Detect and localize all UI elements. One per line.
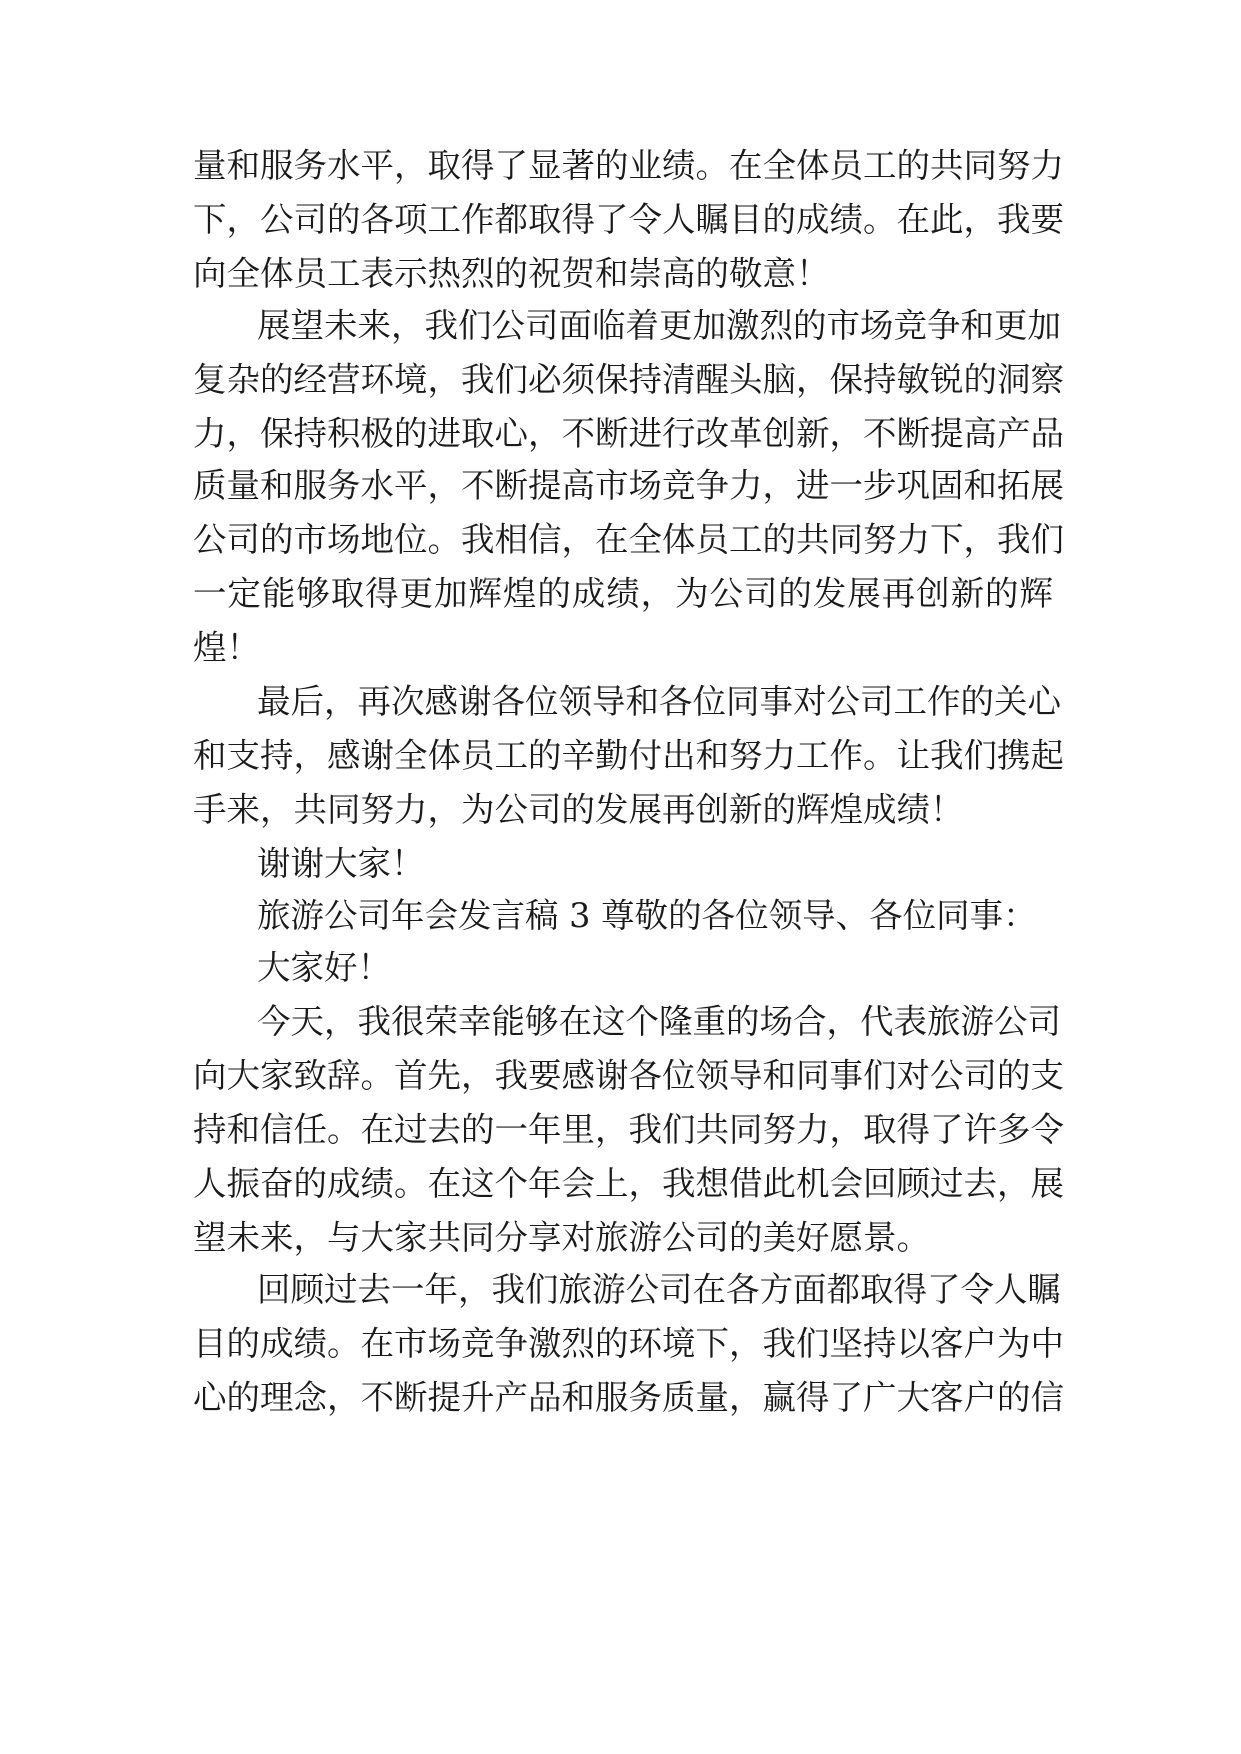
text-line: 公司的市场地位。我相信，在全体员工的共同努力下，我们 bbox=[193, 520, 1064, 559]
text-line: 力，保持积极的进取心，不断进行改革创新，不断提高产品 bbox=[193, 414, 1064, 453]
paragraph-first-line: 展望未来，我们公司面临着更加激烈的市场竞争和更加 bbox=[257, 306, 1061, 345]
text-line: 和支持，感谢全体员工的辛勤付出和努力工作。让我们携起 bbox=[193, 736, 1064, 775]
text-line: 人振奋的成绩。在这个年会上，我想借此机会回顾过去，展 bbox=[193, 1164, 1064, 1203]
text-line: 向全体员工表示热烈的祝贺和崇高的敬意！ bbox=[193, 254, 830, 293]
text-line: 复杂的经营环境，我们必须保持清醒头脑，保持敏锐的洞察 bbox=[193, 360, 1064, 399]
text-line: 心的理念，不断提升产品和服务质量，赢得了广大客户的信 bbox=[193, 1378, 1064, 1417]
text-line: 一定能够取得更加辉煌的成绩，为公司的发展再创新的辉 bbox=[193, 574, 1053, 613]
text-line: 质量和服务水平，不断提高市场竞争力，进一步巩固和拓展 bbox=[193, 466, 1064, 505]
paragraph-first-line: 旅游公司年会发言稿 3 尊敬的各位领导、各位同事： bbox=[257, 896, 1037, 935]
text-line: 手来，共同努力，为公司的发展再创新的辉煌成绩！ bbox=[193, 790, 964, 829]
paragraph-first-line: 谢谢大家！ bbox=[257, 844, 425, 883]
paragraph-first-line: 回顾过去一年，我们旅游公司在各方面都取得了令人瞩 bbox=[257, 1270, 1061, 1309]
text-line: 目的成绩。在市场竞争激烈的环境下，我们坚持以客户为中 bbox=[193, 1324, 1064, 1363]
text-line: 向大家致辞。首先，我要感谢各位领导和同事们对公司的支 bbox=[193, 1056, 1064, 1095]
text-line: 望未来，与大家共同分享对旅游公司的美好愿景。 bbox=[193, 1218, 930, 1257]
paragraph-first-line: 大家好！ bbox=[257, 948, 391, 987]
paragraph-first-line: 最后，再次感谢各位领导和各位同事对公司工作的关心 bbox=[257, 682, 1061, 721]
paragraph-first-line: 今天，我很荣幸能够在这个隆重的场合，代表旅游公司 bbox=[257, 1002, 1061, 1041]
text-line: 下，公司的各项工作都取得了令人瞩目的成绩。在此，我要 bbox=[193, 200, 1064, 239]
text-line: 持和信任。在过去的一年里，我们共同努力，取得了许多令 bbox=[193, 1110, 1064, 1149]
text-line: 量和服务水平，取得了显著的业绩。在全体员工的共同努力 bbox=[193, 146, 1064, 185]
text-line: 煌！ bbox=[193, 628, 260, 667]
